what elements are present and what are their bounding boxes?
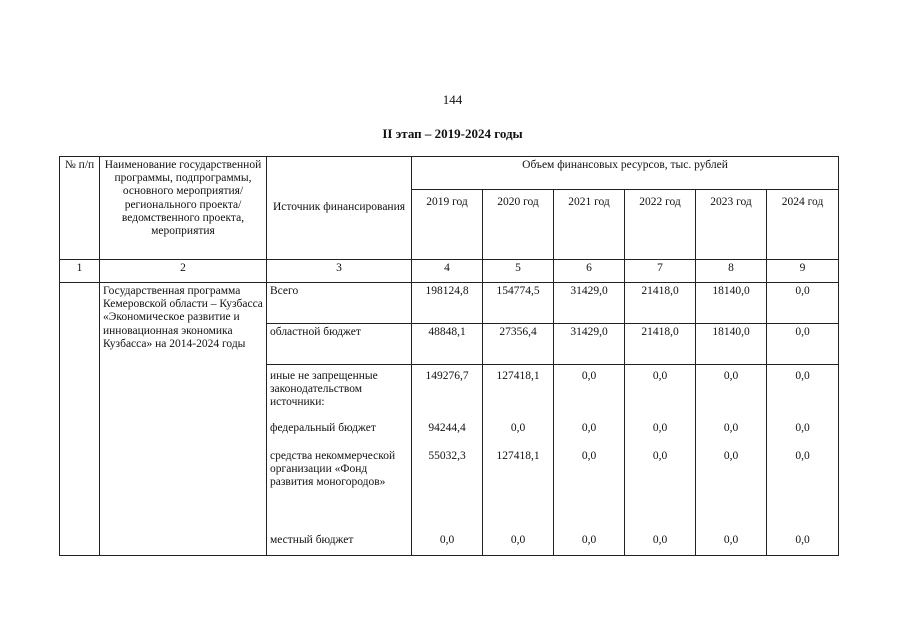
value-cell: 0,0 bbox=[625, 448, 696, 532]
column-number: 7 bbox=[625, 260, 696, 283]
header-row-top bbox=[60, 157, 839, 190]
header-year-2024: 2024 год bbox=[767, 190, 839, 260]
value-cell: 18140,0 bbox=[696, 324, 767, 365]
header-volume: Объем финансовых ресурсов, тыс. рублей bbox=[412, 157, 839, 190]
value-cell: 0,0 bbox=[696, 532, 767, 556]
value-cell: 0,0 bbox=[767, 365, 839, 420]
value-cell: 48848,1 bbox=[412, 324, 483, 365]
value-cell: 21418,0 bbox=[625, 324, 696, 365]
value-cell: 0,0 bbox=[554, 365, 625, 420]
value-cell: 154774,5 bbox=[483, 283, 554, 324]
column-number: 8 bbox=[696, 260, 767, 283]
value-cell: 127418,1 bbox=[483, 365, 554, 420]
column-number: 5 bbox=[483, 260, 554, 283]
value-cell: 55032,3 bbox=[412, 448, 483, 532]
source-cell: средства некоммерческой организации «Фонд развития моногородов» bbox=[267, 448, 412, 532]
header-year-2020: 2020 год bbox=[483, 190, 554, 260]
value-cell: 94244,4 bbox=[412, 420, 483, 448]
column-number: 9 bbox=[767, 260, 839, 283]
value-cell: 27356,4 bbox=[483, 324, 554, 365]
value-cell: 0,0 bbox=[554, 448, 625, 532]
value-cell: 31429,0 bbox=[554, 324, 625, 365]
value-cell: 0,0 bbox=[625, 365, 696, 420]
header-num: № п/п bbox=[60, 157, 100, 260]
column-number: 2 bbox=[100, 260, 267, 283]
column-number: 6 bbox=[554, 260, 625, 283]
financing-table bbox=[59, 156, 839, 556]
value-cell: 31429,0 bbox=[554, 283, 625, 324]
column-number-row bbox=[60, 260, 839, 283]
header-year-2021: 2021 год bbox=[554, 190, 625, 260]
column-number: 1 bbox=[60, 260, 100, 283]
value-cell: 21418,0 bbox=[625, 283, 696, 324]
value-cell: 0,0 bbox=[483, 420, 554, 448]
source-cell: областной бюджет bbox=[267, 324, 412, 365]
source-cell: федеральный бюджет bbox=[267, 420, 412, 448]
value-cell: 0,0 bbox=[767, 448, 839, 532]
value-cell: 0,0 bbox=[767, 324, 839, 365]
value-cell: 0,0 bbox=[554, 420, 625, 448]
value-cell: 0,0 bbox=[696, 420, 767, 448]
program-num bbox=[60, 283, 100, 556]
header-year-2023: 2023 год bbox=[696, 190, 767, 260]
source-cell: местный бюджет bbox=[267, 532, 412, 556]
value-cell: 0,0 bbox=[625, 420, 696, 448]
column-number: 4 bbox=[412, 260, 483, 283]
value-cell: 0,0 bbox=[554, 532, 625, 556]
table-row bbox=[60, 283, 839, 324]
header-year-2019: 2019 год bbox=[412, 190, 483, 260]
source-cell: иные не запрещенные законодательством источники: bbox=[267, 365, 412, 420]
value-cell: 0,0 bbox=[483, 532, 554, 556]
value-cell: 0,0 bbox=[625, 532, 696, 556]
value-cell: 198124,8 bbox=[412, 283, 483, 324]
value-cell: 0,0 bbox=[767, 532, 839, 556]
value-cell: 127418,1 bbox=[483, 448, 554, 532]
value-cell: 0,0 bbox=[767, 283, 839, 324]
header-source: Источник финансирования bbox=[267, 157, 412, 260]
value-cell: 18140,0 bbox=[696, 283, 767, 324]
value-cell: 149276,7 bbox=[412, 365, 483, 420]
source-cell: Всего bbox=[267, 283, 412, 324]
stage-title: II этап – 2019-2024 годы bbox=[382, 126, 523, 141]
value-cell: 0,0 bbox=[696, 448, 767, 532]
value-cell: 0,0 bbox=[767, 420, 839, 448]
header-name: Наименование государственной программы, подпрограммы, основного мероприятия/регионального проекта/ведомственного проекта, мероприятия bbox=[100, 157, 267, 260]
header-year-2022: 2022 год bbox=[625, 190, 696, 260]
value-cell: 0,0 bbox=[412, 532, 483, 556]
program-name: Государственная программа Кемеровской области – Кузбасса «Экономическое развитие и инновационная экономика Кузбасса» на 2014-2024 годы bbox=[100, 283, 267, 556]
page-number: 144 bbox=[442, 92, 463, 107]
column-number: 3 bbox=[267, 260, 412, 283]
value-cell: 0,0 bbox=[696, 365, 767, 420]
